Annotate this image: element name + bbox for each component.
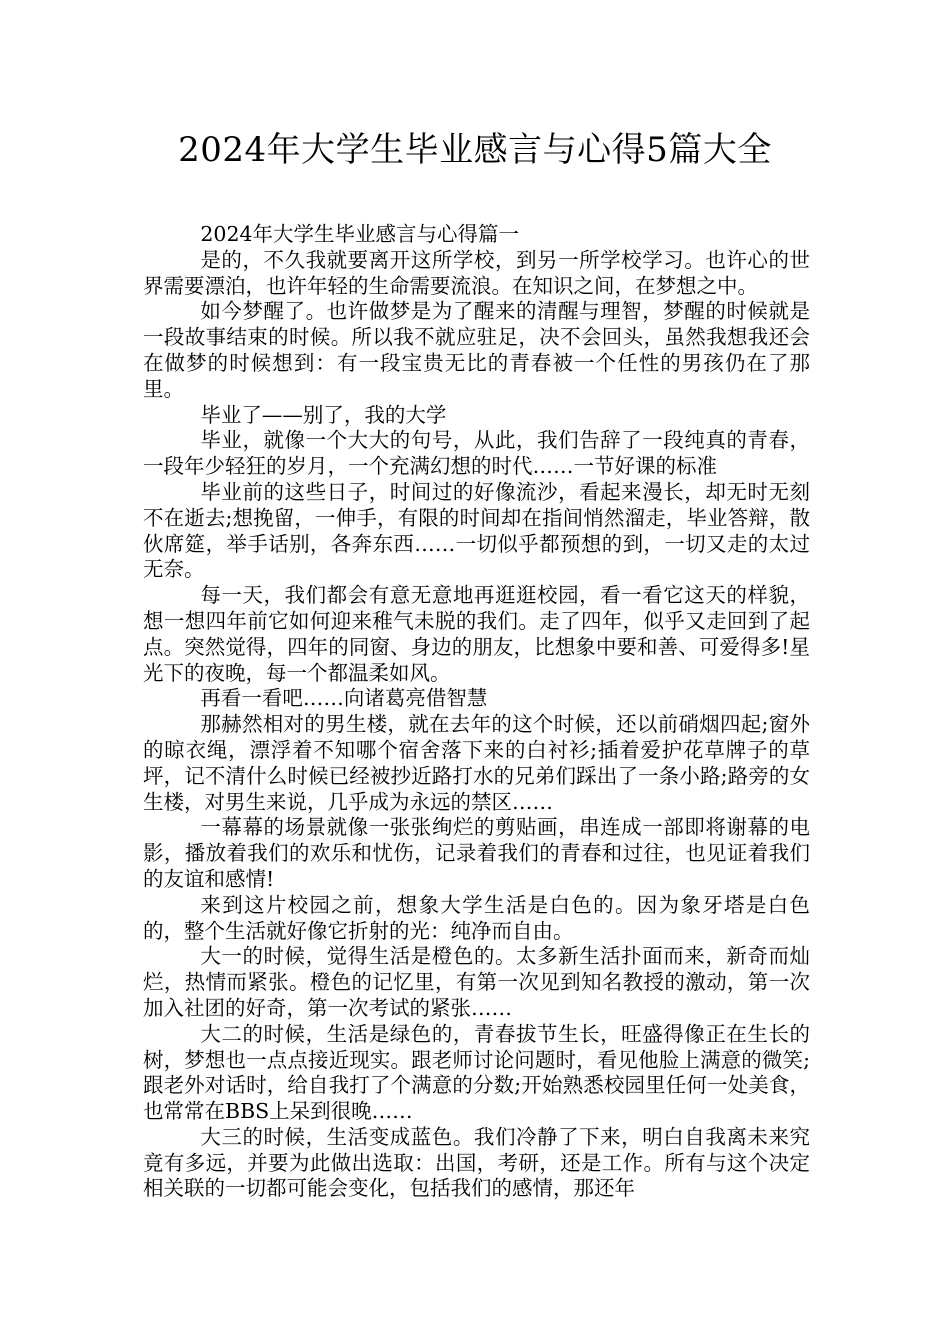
paragraph: 大一的时候，觉得生活是橙色的。太多新生活扑面而来，新奇而灿烂，热情而紧张。橙色的记忆里，有第一次见到知名教授的激动，第一次加入社团的好奇，第一次考试的紧张…… — [143, 944, 810, 1020]
paragraph: 毕业了——别了，我的大学 — [200, 402, 447, 427]
paragraph: 毕业，就像一个大大的句号，从此，我们告辞了一段纯真的青春，一段年少轻狂的岁月，一个充满幻想的时代……一节好课的标准 — [143, 428, 810, 479]
paragraph: 再看一看吧……向诸葛亮借智慧 — [200, 686, 488, 711]
paragraph: 毕业前的这些日子，时间过的好像流沙，看起来漫长，却无时无刻不在逝去;想挽留，一伸手，有限的时间却在指间悄然溜走，毕业答辩，散伙席筵，举手话别，各奔东西……一切似乎都预想的到，一切又走的太过无奈。 — [143, 479, 810, 582]
paragraph: 一幕幕的场景就像一张张绚烂的剪贴画，串连成一部即将谢幕的电影，播放着我们的欢乐和忧伤，记录着我们的青春和过往，也见证着我们的友谊和感情! — [143, 815, 810, 891]
paragraph: 大二的时候，生活是绿色的，青春拔节生长，旺盛得像正在生长的树，梦想也一点点接近现实。跟老师讨论问题时，看见他脸上满意的微笑;跟老外对话时，给自我打了个满意的分数;开始熟悉校园里任何一处美食，也常常在BBS上呆到很晚…… — [143, 1021, 810, 1124]
document-title: 2024年大学生毕业感言与心得5篇大全 — [178, 130, 772, 170]
paragraph: 那赫然相对的男生楼，就在去年的这个时候，还以前硝烟四起;窗外的晾衣绳，漂浮着不知哪个宿舍落下来的白衬衫;插着爱护花草牌子的草坪，记不清什么时候已经被抄近路打水的兄弟们踩出了一条小路;路旁的女生楼，对男生来说，几乎成为永远的禁区…… — [143, 712, 810, 814]
section-heading: 2024年大学生毕业感言与心得篇一 — [200, 222, 520, 246]
paragraph: 大三的时候，生活变成蓝色。我们冷静了下来，明白自我离未来究竟有多远，并要为此做出选取：出国，考研，还是工作。所有与这个决定相关联的一切都可能会变化，包括我们的感情，那还年 — [143, 1124, 810, 1201]
paragraph: 如今梦醒了。也许做梦是为了醒来的清醒与理智，梦醒的时候就是一段故事结束的时候。所以我不就应驻足，决不会回头，虽然我想我还会在做梦的时候想到：有一段宝贵无比的青春被一个任性的男孩仍在了那里。 — [143, 299, 810, 401]
document-body — [143, 222, 810, 1202]
paragraph: 来到这片校园之前，想象大学生活是白色的。因为象牙塔是白色的，整个生活就好像它折射的光：纯净而自由。 — [143, 892, 810, 943]
paragraph: 每一天，我们都会有意无意地再逛逛校园，看一看它这天的样貌，想一想四年前它如何迎来稚气未脱的我们。走了四年，似乎又走回到了起点。突然觉得，四年的同窗、身边的朋友，比想象中要和善、可爱得多!星光下的夜晚，每一个都温柔如风。 — [143, 583, 810, 685]
paragraph: 是的，不久我就要离开这所学校，到另一所学校学习。也许心的世界需要漂泊，也许年轻的生命需要流浪。在知识之间，在梦想之中。 — [143, 247, 810, 298]
